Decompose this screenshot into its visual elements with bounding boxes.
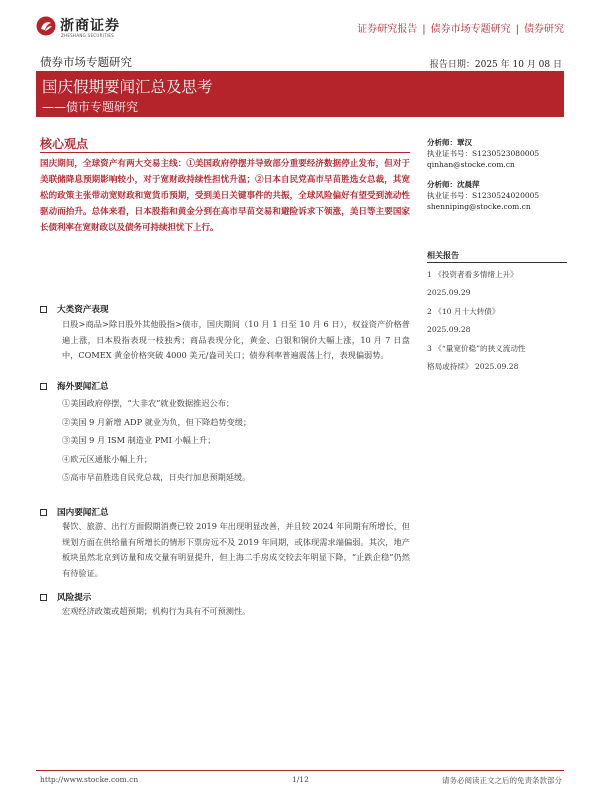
analyst-name: 分析师：沈晨萍 xyxy=(427,180,480,189)
list-item: ⑤高市早苗胜选自民党总裁，日央行加息预期延缓。 xyxy=(62,472,251,483)
related-report-date: 2025.09.29 xyxy=(427,288,471,298)
footer-divider xyxy=(36,770,564,771)
section-body-assets: 日股>商品>除日股外其他股指>债市，国庆期间（10 月 1 日至 10 月 6 日），权益资产价格普遍上涨，日本股指表现一枝独秀；商品表现分化，黄金、白银和铜价大幅上涨，10 月 7 日盘中，COMEX 黄金价格突破 4000 美元/盎司关口；债券利率普遍震荡上行，表现偏弱势。 xyxy=(62,319,410,360)
section-heading-risk: 风险提示 xyxy=(40,591,91,603)
page-number: 1/12 xyxy=(292,775,309,784)
list-item: ②美国 9 月新增 ADP 就业为负，但下降趋势变缓； xyxy=(62,416,252,427)
analyst-cert: 执业证书号：S1230523080005 xyxy=(427,149,540,158)
brand-name: 浙商证券 xyxy=(60,18,120,34)
section-body-domestic: 餐饮、旅游、出行方面假期消费已较 2019 年出现明显改善，并且较 2024 年同期有所增长，但规划方面在供给量有所增长的情形下票房远不及 2019 年同期，或体现需求端偏弱。其次，地产板块虽然北京到访量和成交量有明显提升，但上海二手房成交较去年明显下降，“止跌企稳”仍然有待验证。 xyxy=(62,521,410,578)
core-view-heading: 核心观点 xyxy=(40,137,89,151)
analyst-cert: 执业证书号：S1230524020005 xyxy=(427,191,540,200)
analyst-name: 分析师：覃汉 xyxy=(427,138,472,147)
analyst-card xyxy=(427,179,577,212)
square-bullet-icon xyxy=(40,383,47,390)
related-report-title[interactable]: 1 《投资者看多情绪上升》 xyxy=(427,270,518,279)
nav-item-bond-research: 债券研究 xyxy=(524,24,564,35)
list-item: ④欧元区通胀小幅上升； xyxy=(62,453,153,464)
square-bullet-icon xyxy=(40,306,47,313)
brand-logo-icon xyxy=(36,16,56,36)
related-report-title[interactable]: 3 《“量宽价稳”的狭义流动性 xyxy=(427,343,526,353)
related-report-title[interactable]: 2 《10 月十大转债》 xyxy=(427,306,500,316)
section-body-risk: 宏观经济政策或超预期；机构行为具有不可预测性。 xyxy=(62,606,251,616)
related-reports-divider xyxy=(427,262,567,263)
analyst-email[interactable]: shenniping@stocke.com.cn xyxy=(427,202,531,211)
related-report-title[interactable]: 格局或持续》 2025.09.28 xyxy=(427,362,519,372)
list-item: ①美国政府停摆，“大非农”就业数据推迟公布； xyxy=(62,398,235,408)
page-title: 国庆假期要闻汇总及思考 xyxy=(42,78,213,96)
nav-item-bond-market: 债券市场专题研究 xyxy=(430,24,511,35)
square-bullet-icon xyxy=(40,594,47,601)
section-heading-assets: 大类资产表现 xyxy=(40,303,109,315)
report-category: 债券市场专题研究 xyxy=(40,55,132,69)
report-date: 报告日期：2025 年 10 月 08 日 xyxy=(429,60,562,70)
related-reports-heading: 相关报告 xyxy=(427,250,459,260)
footer-disclaimer: 请务必阅读正文之后的免责条款部分 xyxy=(442,776,562,785)
brand-logo xyxy=(36,14,146,40)
square-bullet-icon xyxy=(40,509,47,516)
top-nav: 证券研究报告 | 债券市场专题研究 | 债券研究 xyxy=(357,24,564,35)
analyst-card xyxy=(427,137,577,170)
core-view-summary: 国庆期间，全球资产有两大交易主线：①美国政府停摆并导致部分重要经济数据停止发布，但对于美联储降息预期影响较小，对于宽财政持续性担忧升温；②日本自民党高市早苗胜选女总裁，其宽松的政策主张带动宽财政和宽货币预期，受到美日关键事件的共振，全球风险偏好有望受到流动性驱动而抬升。总体来看，日本股指和黄金分到在高市早苗交易和避险诉求下领涨，美日等主要国家长债利率在宽财政以及债务可持续担忧下上行。 xyxy=(40,159,410,233)
analyst-email[interactable]: qinhan@stocke.com.cn xyxy=(427,160,515,169)
related-reports-list xyxy=(427,266,577,376)
section-heading-overseas: 海外要闻汇总 xyxy=(40,380,109,392)
section-heading-domestic: 国内要闻汇总 xyxy=(40,506,109,518)
footer-website-link[interactable]: http://www.stocke.com.cn xyxy=(40,775,139,784)
nav-item-research-report: 证券研究报告 xyxy=(357,24,418,35)
related-report-date: 2025.09.28 xyxy=(427,325,471,335)
core-view-divider xyxy=(40,152,410,153)
page-subtitle: ——债市专题研究 xyxy=(42,100,139,114)
section-list-overseas xyxy=(62,394,410,487)
list-item: ③美国 9 月 ISM 制造业 PMI 小幅上升； xyxy=(62,435,216,446)
brand-name-en: ZHESHANG SECURITIES xyxy=(61,33,115,38)
